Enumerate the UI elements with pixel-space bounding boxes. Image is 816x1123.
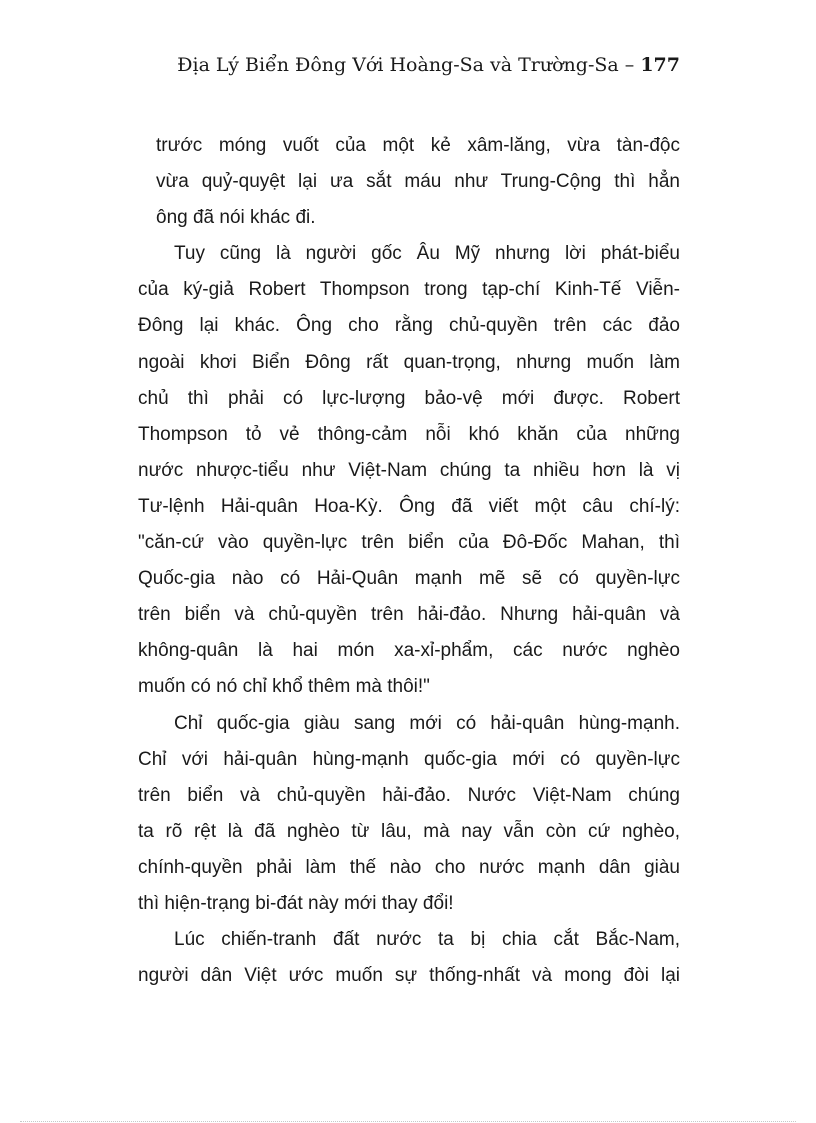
text-line: Quốc-gia nào có Hải-Quân mạnh mẽ sẽ có quyền-lực bbox=[138, 568, 680, 590]
text-line: chủ thì phải có lực-lượng bảo-vệ mới được. Robert bbox=[138, 387, 680, 409]
text-line: Lúc chiến-tranh đất nước ta bị chia cắt Bắc-Nam, bbox=[174, 929, 680, 951]
running-header bbox=[140, 54, 680, 76]
text-line: trên biển và chủ-quyền hải-đảo. Nước Việt-Nam chúng bbox=[138, 784, 680, 806]
text-line: người dân Việt ước muốn sự thống-nhất và mong đòi lại bbox=[138, 965, 680, 987]
paragraph-3 bbox=[138, 706, 680, 923]
paragraph-4 bbox=[138, 922, 680, 994]
header-title: Địa Lý Biển Đông Với Hoàng-Sa và Trường-Sa bbox=[177, 54, 619, 76]
text-line: không-quân là hai món xa-xỉ-phẩm, các nước nghèo bbox=[138, 640, 680, 662]
text-line: Đông lại khác. Ông cho rằng chủ-quyền trên các đảo bbox=[138, 315, 680, 337]
text-line: Chỉ với hải-quân hùng-mạnh quốc-gia mới có quyền-lực bbox=[138, 748, 680, 770]
text-line: ta rõ rệt là đã nghèo từ lâu, mà nay vẫn còn cứ nghèo, bbox=[138, 820, 680, 842]
body-text bbox=[138, 128, 680, 994]
text-line: "căn-cứ vào quyền-lực trên biển của Đô-Đốc Mahan, thì bbox=[138, 532, 680, 554]
text-line: Tuy cũng là người gốc Âu Mỹ nhưng lời phát-biểu bbox=[174, 243, 680, 265]
text-line: muốn có nó chỉ khổ thêm mà thôi!" bbox=[138, 676, 430, 698]
text-line: ngoài khơi Biển Đông rất quan-trọng, nhưng muốn làm bbox=[138, 351, 680, 373]
page-number: 177 bbox=[640, 54, 680, 76]
text-line: nước nhược-tiểu như Việt-Nam chúng ta nhiều hơn là vị bbox=[138, 459, 680, 481]
text-line: chính-quyền phải làm thế nào cho nước mạnh dân giàu bbox=[138, 856, 680, 878]
paragraph-2 bbox=[138, 236, 680, 705]
page-bottom-edge bbox=[20, 1121, 796, 1122]
text-line: ông đã nói khác đi. bbox=[156, 207, 316, 229]
paragraph-1 bbox=[138, 128, 680, 236]
text-line: Tư-lệnh Hải-quân Hoa-Kỳ. Ông đã viết một câu chí-lý: bbox=[138, 495, 680, 517]
text-line: Chỉ quốc-gia giàu sang mới có hải-quân hùng-mạnh. bbox=[174, 712, 680, 734]
text-line: thì hiện-trạng bi-đát này mới thay đổi! bbox=[138, 892, 454, 914]
text-line: trên biển và chủ-quyền trên hải-đảo. Nhưng hải-quân và bbox=[138, 604, 680, 626]
text-line: Thompson tỏ vẻ thông-cảm nỗi khó khăn của những bbox=[138, 423, 680, 445]
text-line: vừa quỷ-quyệt lại ưa sắt máu như Trung-Cộng thì hẳn bbox=[156, 171, 680, 193]
header-separator: – bbox=[618, 54, 641, 76]
text-line: trước móng vuốt của một kẻ xâm-lăng, vừa tàn-độc bbox=[156, 135, 680, 156]
text-line: của ký-giả Robert Thompson trong tạp-chí Kinh-Tế Viễn- bbox=[138, 279, 680, 301]
